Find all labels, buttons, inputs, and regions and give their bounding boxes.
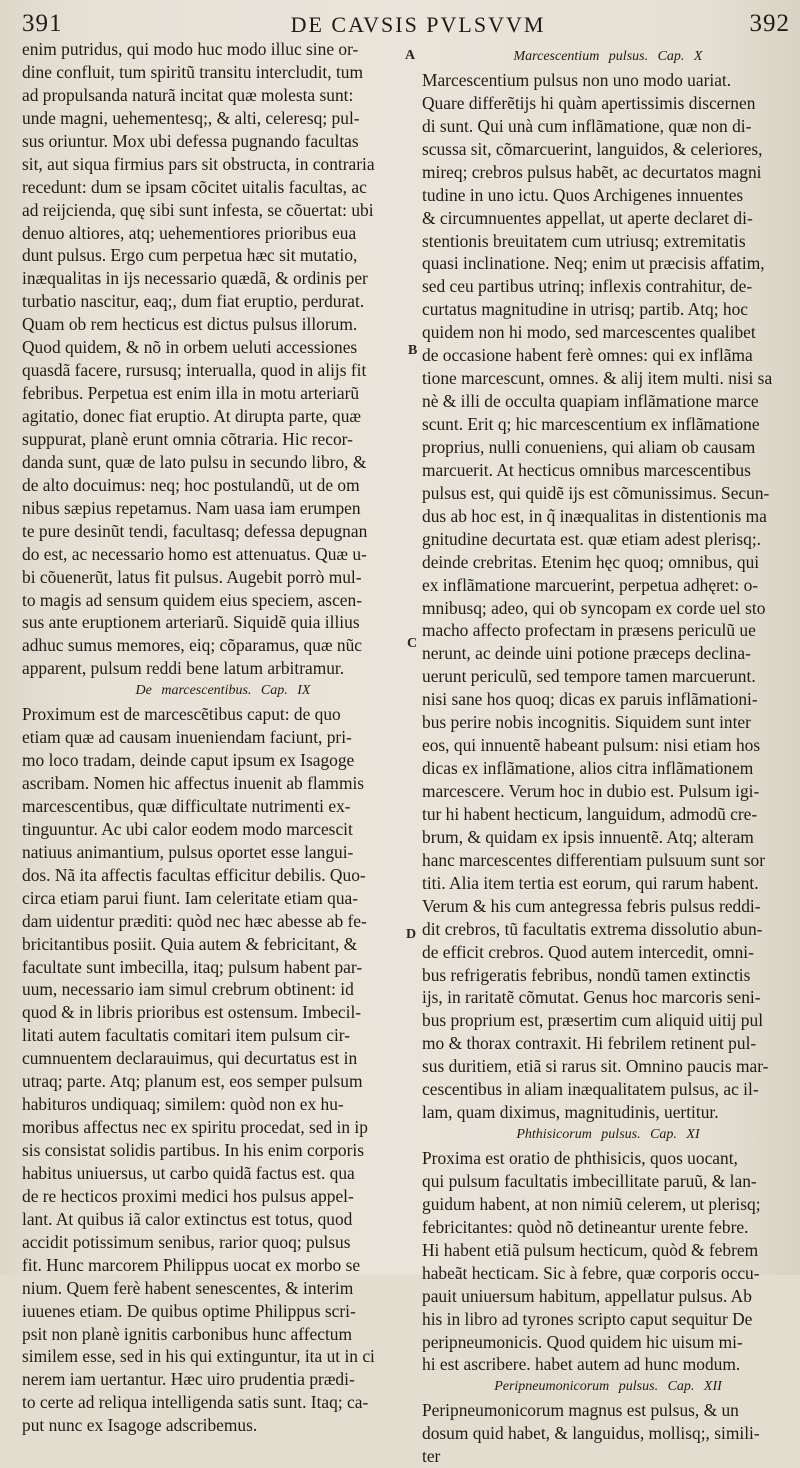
text-line: lam, quam diximus, magnitudinis, uertitur. <box>422 1102 719 1123</box>
text-line: quasdã facere, rursusq; interualla, quod in alijs fit <box>22 360 367 381</box>
margin-letter-c: C <box>407 636 418 651</box>
text-line: do est, ac necessario homo est attenuatus. Quæ u- <box>22 543 367 564</box>
text-line: turbatio nascitur, eaq;, dum fiat eruptio, perdurat. <box>22 291 365 312</box>
text-line: tur hi habent hecticum, languidum, admodũ cre- <box>422 803 758 824</box>
text-line: macho affecto profectam in præsens periculũ ue <box>422 620 756 641</box>
text-line: marcuerit. At hecticus omnibus marcescentibus <box>422 459 751 480</box>
text-line: dos. Nã ita affectis facultas efficitur debilis. Quo- <box>22 864 366 885</box>
text-line: bus perire nobis incognitis. Siquidem sunt inter <box>422 712 751 733</box>
text-line: quod & in libris prioribus est ostensum. Imbecil- <box>22 1002 362 1023</box>
text-line: scunt. Erit q; hic marcescentium ex inflãmatione <box>422 414 760 434</box>
text-line: mnibusq; adeo, qui ob syncopam ex corde uel sto <box>422 597 766 618</box>
text-line: de occasione habent ferè omnes: qui ex inflãma <box>422 345 753 366</box>
text-line: to certe ad reliqua intelligenda satis sunt. Itaq; ca- <box>22 1392 369 1413</box>
page-number-left: 391 <box>22 10 63 37</box>
text-line: his in libro ad tyrones scripto caput sequitur De <box>422 1308 753 1329</box>
text-line: Proximum est de marcescẽtibus caput: de quo <box>22 704 341 725</box>
text-line: Quam ob rem hecticus est dictus pulsus illorum. <box>22 314 358 335</box>
text-line: ascribam. Nomen hic affectus inuenit ab flammis <box>22 773 365 793</box>
right-text-column <box>422 46 774 1468</box>
text-line: quidem non hi modo, sed marcescentes qualibet <box>422 322 756 343</box>
text-line: proprius, nulli conueniens, qui aliam ob causam <box>422 436 756 457</box>
text-line: bi cõuenerũt, latus fit pulsus. Augebit porrò mul- <box>22 566 362 587</box>
text-line: gnitudine decurtata est. quæ etiam adest plerisq;. <box>422 528 762 549</box>
text-line: dit crebros, tũ facultatis extrema dissolutio abun- <box>422 918 763 939</box>
text-line: guidum habent, at non nimiũ celerem, ut plerisq; <box>422 1193 761 1214</box>
text-line: facultate sunt imbecilla, itaq; pulsum habent par- <box>22 956 363 977</box>
text-line: Proxima est oratio de phthisicis, quos uocant, <box>422 1148 738 1168</box>
text-line: dam uidentur præditi: quòd nec hæc abesse ab fe- <box>22 910 367 931</box>
text-line: fit. Hunc marcorem Philippus uocat ex morbo se <box>22 1254 361 1275</box>
text-line: nibus sæpius repetamus. Nam uasa iam erumpen <box>22 497 361 518</box>
text-line: mo loco tradam, deinde caput ipsum ex Isagoge <box>22 750 355 771</box>
chapter-heading: De marcescentibus. Cap. IX <box>135 683 311 699</box>
text-line: hanc marcescentes differentiam pulsuum sunt sor <box>422 849 766 870</box>
left-text-column <box>22 38 404 1437</box>
text-line: circa etiam parui fiunt. Iam celeritate etiam qua- <box>22 887 359 908</box>
text-line: pauit uniuersum habitum, appellatur pulsus. Ab <box>422 1285 752 1306</box>
text-line: sus ante eruptionem arteriarũ. Siquidẽ quia illius <box>22 612 360 633</box>
text-line: denuo altiores, atq; uehementiores prioribus eua <box>22 222 357 243</box>
text-line: moribus affectus nec ex spiritu procedat, sed in ip <box>22 1117 368 1138</box>
text-line: habituros undiquaq; similem: quòd non ex hu- <box>22 1094 344 1115</box>
text-line: bus proprium est, præsertim cum aliquid uitij pul <box>422 1010 764 1031</box>
text-line: titi. Alia item tertia est eorum, qui rarum habent. <box>422 872 759 893</box>
text-line: apparent, pulsum reddi bene latum arbitramur. <box>22 658 345 679</box>
text-line: ad propulsanda naturã incitat quæ molesta sunt: <box>22 84 354 105</box>
text-line: peripneumonicis. Quod quidem hic uisum mi- <box>422 1331 743 1352</box>
text-line: iuuenes etiam. De quibus optime Philippus scri- <box>22 1300 356 1321</box>
text-line: uerunt periculũ, sed tempore tamen marcuerunt. <box>422 666 756 687</box>
text-line: inæqualitas in ijs necessario quædã, & ordinis per <box>22 268 368 289</box>
running-title: DE CAVSIS PVLSVVM <box>290 12 546 37</box>
page-number-right: 392 <box>749 10 790 37</box>
text-line: to magis ad sensum quidem eius speciem, ascen- <box>22 589 363 610</box>
text-line: tione marcescunt, omnes. & alij item multi. nisi sa <box>422 368 773 389</box>
text-line: litati autem facultatis comitari item pulsum cir- <box>22 1025 351 1046</box>
text-line: de alto docuimus: neq; hoc postulandũ, ut de om <box>22 474 360 495</box>
text-line: sus oriuntur. Mox ubi defessa pugnando facultas <box>22 130 359 151</box>
text-line: dunt pulsus. Ergo cum perpetua hæc sit mutatio, <box>22 245 358 266</box>
text-line: recedunt: dum se ipsam cõcitet uitalis facultas, ac <box>22 176 367 197</box>
text-line: sit, aut siqua firmius pars sit obstructa, in contraria <box>22 153 375 174</box>
text-line: agitatio, donec fiat eruptio. At dirupta parte, quæ <box>22 406 362 426</box>
text-line: & circumnuentes appellat, ut aperte declaret di- <box>422 207 753 228</box>
text-line: nium. Quem ferè habent senescentes, & interim <box>22 1277 354 1298</box>
text-line: mo & thorax contraxit. Hi febrilem retinent pul- <box>422 1033 757 1054</box>
text-line: febricitantes: quòd nõ detineantur urente febre. <box>422 1216 749 1237</box>
text-line: accidit potissimum senibus, rarior quoq; pulsus <box>22 1231 351 1252</box>
text-line: dine confluit, tum spiritũ transitu intercludit, tum <box>22 61 364 82</box>
text-line: de re hecticos proximi medici hos pulsus appel- <box>22 1185 354 1206</box>
text-line: hi est ascribere. habet autem ad hunc modum. <box>422 1354 741 1375</box>
text-line: pulsus est, qui quidẽ ijs est cõmunissimus. Secun- <box>422 482 770 503</box>
text-line: natiuus animantium, pulsus oportet esse langui- <box>22 841 354 862</box>
text-line: etiam quæ ad causam inueniendam faciunt, pri- <box>22 727 352 748</box>
text-line: dus ab hoc est, in q̃ inæqualitas in distentionis ma <box>422 505 767 526</box>
text-line: habitus uniuersus, ut carbo quidã factus est. qua <box>22 1162 355 1183</box>
text-line: similem esse, sed in his qui extinguntur, ita ut in ci <box>22 1346 375 1367</box>
text-line: tinguuntur. Ac ubi calor eodem modo marcescit <box>22 818 353 839</box>
text-line: de efficit crebros. Quod autem intercedit, omni- <box>422 941 754 962</box>
text-line: ijs, in raritatẽ cõmutat. Genus hoc marcoris seni- <box>422 987 761 1008</box>
text-line: sis consistat solidis partibus. In his enim corporis <box>22 1140 364 1160</box>
text-line: sed ceu partibus utrinq; inflexis contrahitur, de- <box>422 276 753 297</box>
text-line: cumnuentem declarauimus, qui decurtatus est in <box>22 1048 358 1069</box>
running-header <box>0 6 800 38</box>
text-line: enim putridus, qui modo huc modo illuc sine or- <box>22 39 359 59</box>
chapter-heading: Marcescentium pulsus. Cap. X <box>513 49 703 64</box>
text-line: ex inflãmatione marcuerint, perpetua adhęret: o- <box>422 574 759 595</box>
text-line: suppurat, planè erunt omnia cõtraria. Hic recor- <box>22 428 353 449</box>
chapter-heading: Peripneumonicorum pulsus. Cap. XII <box>494 1379 722 1395</box>
text-line: di sunt. Qui unà cum inflãmatione, quæ non di- <box>422 115 752 136</box>
chapter-heading: Phthisicorum pulsus. Cap. XI <box>516 1127 700 1143</box>
text-line: mireq; crebros pulsus habẽt, ac decurtatos magni <box>422 161 762 182</box>
text-line: bus refrigeratis febribus, nondũ tamen extinctis <box>422 964 751 985</box>
text-line: ter <box>422 1446 441 1467</box>
text-line: nisi sane hos quoq; dicas ex paruis inflãmationi- <box>422 689 758 710</box>
text-line: danda sunt, quæ de lato pulsu in secundo libro, & <box>22 451 367 472</box>
text-line: put nunc ex Isagoge adscribemus. <box>22 1415 258 1436</box>
margin-letter-b: B <box>408 343 418 358</box>
text-line: adhuc sumus memores, eiq; cõparamus, quæ nũc <box>22 635 363 656</box>
text-line: marcescentibus, quæ difficultate nutrimenti ex- <box>22 795 351 816</box>
text-line: qui pulsum facultatis imbecillitate paruũ, & lan- <box>422 1170 757 1191</box>
text-line: Quare differẽtijs hi quàm apertissimis discernen <box>422 92 756 113</box>
text-line: nerem iam uertantur. Hæc uiro prudentia prædi- <box>22 1369 355 1390</box>
text-line: scussa sit, cõmarcuerint, languidos, & celeriores, <box>422 138 763 159</box>
text-line: tudine in uno ictu. Quos Archigenes innuentes <box>422 184 744 205</box>
margin-letter-d: D <box>406 927 417 942</box>
text-line: uum, necessario iam simul crebrum obtinent: id <box>22 979 354 1000</box>
text-line: Marcescentium pulsus non uno modo uariat. <box>422 69 732 90</box>
text-line: curtatus magnitudine in utrisq; partib. Atq; hoc <box>422 299 749 320</box>
text-line: nè & illi de occulta quapiam inflãmatione marce <box>422 391 759 412</box>
text-line: utraq; parte. Atq; planum est, eos semper pulsum <box>22 1071 363 1092</box>
text-line: te pure desinũt tendi, facultasq; defessa depugnan <box>22 520 368 541</box>
text-line: unde magni, uehementesq;, & alti, celeresq; pul- <box>22 107 360 128</box>
text-line: febribus. Perpetua est enim illa in motu arteriarũ <box>22 383 360 404</box>
margin-letter-a: A <box>405 48 416 63</box>
text-line: dosum quid habet, & languidus, mollisq;, simili- <box>422 1423 760 1444</box>
text-line: habeãt hecticam. Sic à febre, quæ corporis occu- <box>422 1262 760 1283</box>
text-line: Hi habent etiã pulsum hecticum, quòd & febrem <box>422 1239 759 1260</box>
text-line: eos, qui innuentẽ habeant pulsum: nisi etiam hos <box>422 735 761 756</box>
text-line: Quod quidem, & nõ in orbem ueluti accessiones <box>22 337 358 358</box>
text-line: Verum & his cum antegressa febris pulsus reddi- <box>422 895 761 916</box>
text-line: deinde crebritas. Etenim hęc quoq; omnibus, qui <box>422 551 760 572</box>
text-line: psit non planè ignitis carbonibus hunc affectum <box>22 1323 353 1344</box>
text-line: stentionis breuitatem cum utriusq; extremitatis <box>422 230 746 251</box>
text-line: cescentibus in aliam inæqualitatem pulsus, ac il- <box>422 1079 759 1100</box>
text-line: nerunt, ac deinde uini potione præceps declina- <box>422 643 751 664</box>
text-line: Peripneumonicorum magnus est pulsus, & un <box>422 1400 739 1421</box>
text-line: bricitantibus posiit. Quia autem & febricitant, & <box>22 933 358 954</box>
text-line: dicas ex inflãmatione, alios citra inflãmationem <box>422 758 754 779</box>
text-line: sus duritiem, etiã si rarus sit. Omnino paucis mar- <box>422 1056 769 1077</box>
text-line: lant. At quibus iã calor extinctus est totus, quod <box>22 1208 353 1229</box>
text-line: ad reijcienda, quę sibi sunt infesta, se cõuertat: ubi <box>22 199 374 220</box>
text-line: quasi inclinatione. Neq; enim ut præcisis affatim, <box>422 253 765 274</box>
text-line: marcescere. Verum hoc in dubio est. Pulsum igi- <box>422 781 760 801</box>
text-line: brum, & quidam ex ipsis innuentẽ. Atq; alteram <box>422 826 754 847</box>
